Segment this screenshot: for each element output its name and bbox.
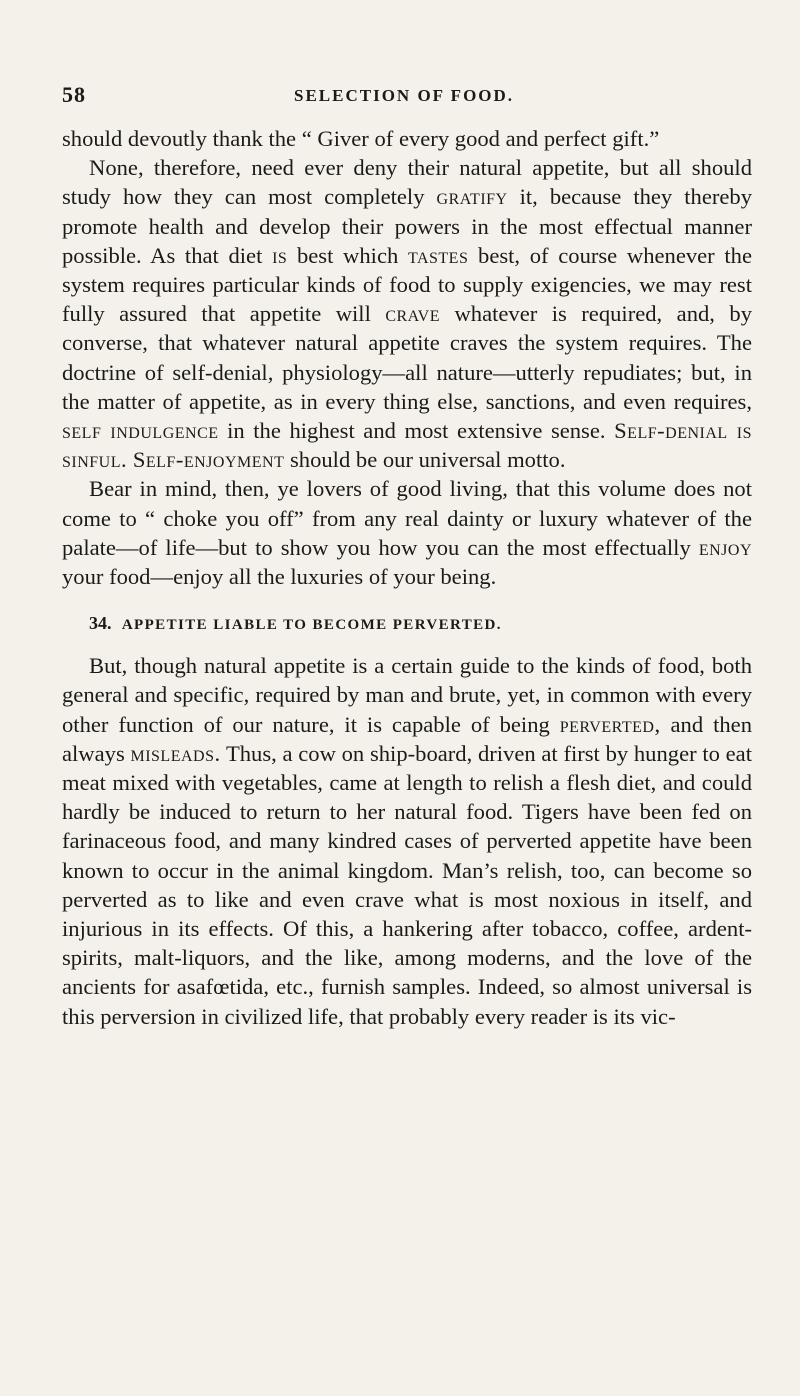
emphasis-gratify: gratify [436,184,508,210]
paragraph-continuation: should devoutly thank the “ Giver of every good and perfect gift.” [62,126,660,151]
text-run: best which [287,242,408,268]
emphasis-tastes: tastes [407,242,469,268]
page-header [62,82,752,116]
paragraph-self-indulgence [62,153,752,474]
text-run: whatever is required, and, by converse, that whatever natural appetite craves the system requires. The doctrine of self-denial, physiology—all nature—utterly repudiates; but, in the matter of appetite, as in every thing else, sanctions, and even requires, [62,301,752,414]
paragraph-good-living [62,474,752,591]
emphasis-misleads: misleads. [130,740,221,766]
paragraph-perverted-appetite [62,651,752,1031]
text-run: None, therefore, need ever deny their natural appetite, but all should study how they can most completely [62,155,752,210]
text-run: your food—enjoy all the luxuries of your being. [62,564,497,590]
emphasis-perverted: perverted, [559,711,661,737]
emphasis-crave: crave [385,301,440,327]
text-run: best, of course whenever the system requires particular kinds of food to supply exigencies, we may rest fully assured that appetite will [62,242,752,327]
emphasis-self-denial: Self-denial is sinful. [62,418,752,473]
emphasis-self-indulgence: self indulgence [62,418,219,444]
text-run: Thus, a cow on ship-board, driven at first by hunger to eat meat mixed with vegetables, came at length to relish a flesh diet, and could hardly be induced to return to her natural food. Tigers have been fed on farinaceous food, and many kindred cases of perverted appetite have been known to occur in the animal kingdom. Man’s relish, too, can become so perverted as to like and even crave what is most noxious in itself, and injurious in its effects. Of this, a hankering after tobacco, coffee, ardent-spirits, malt-liquors, and the like, among moderns, and the love of the ancients for asafœtida, etc., furnish samples. Indeed, so almost universal is this perversion in civilized life, that probably every reader is its vic- [62,740,752,1029]
emphasis-self-enjoyment: Self-enjoyment [132,447,285,473]
emphasis-enjoy: enjoy [698,534,752,560]
page-number: 58 [62,82,86,107]
text-run: But, though natural appetite is a certain guide to the kinds of food, both general and specific, required by man and brute, yet, in common with every other function of our nature, it is capable of being [62,653,752,737]
text-run: in the highest and most extensive sense. [218,418,615,444]
section-heading [89,613,752,635]
text-run: should be our universal motto. [284,447,566,473]
section-number: 34. [89,613,112,634]
text-run: it, because they thereby promote health and develop their powers in the most effectual manner possible. As that diet [62,184,752,268]
book-page [62,82,752,1031]
section-title: APPETITE LIABLE TO BECOME PERVERTED. [121,617,502,634]
emphasis-is: is [272,242,288,268]
text-run: Bear in mind, then, ye lovers of good living, that this volume does not come to “ choke you off” from any real dainty or luxury whatever of the palate—of life—but to show you how you can the most effectually [62,476,752,560]
running-head: SELECTION OF FOOD. [294,86,515,105]
body-text [62,124,752,1031]
text-run: and then always [62,711,752,766]
